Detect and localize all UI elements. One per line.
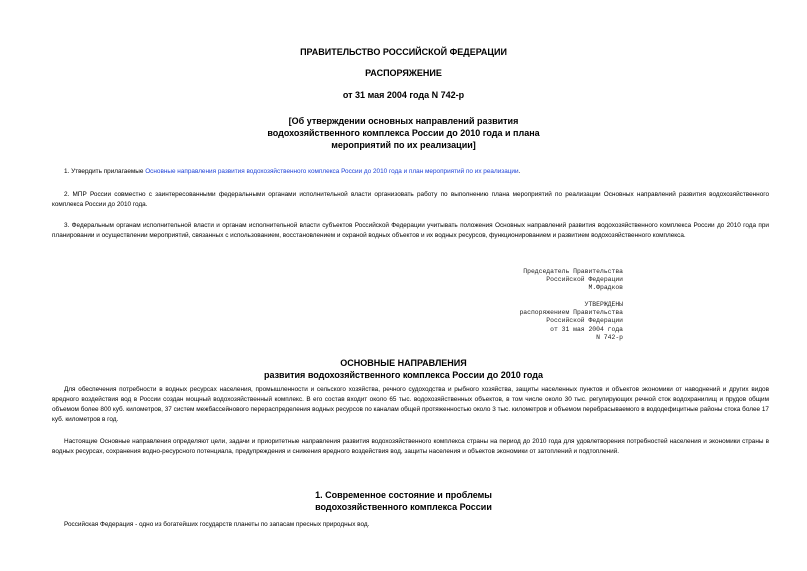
- main-paragraph-2: Настоящие Основные направления определяют цели, задачи и приоритетные направления развития водохозяйственного комплекса страны на период до 2010 года для удовлетворения потребностей населения и экономики страны в водных ресурсах, сохранения водно-ресурсного потенциала, предупреждения и снижения вредного воздействия вод, защиты населения и объектов экономики от затоплений и подтоплений.: [52, 438, 769, 455]
- signature-line: Российской Федерации: [546, 276, 623, 284]
- section-subtitle: развития водохозяйственного комплекса России до 2010 года: [263, 370, 544, 380]
- government-heading: ПРАВИТЕЛЬСТВО РОССИЙСКОЙ ФЕДЕРАЦИИ: [300, 47, 507, 57]
- section-title: ОСНОВНЫЕ НАПРАВЛЕНИЯ: [340, 358, 467, 368]
- document-title-line: мероприятий по их реализации]: [331, 140, 476, 150]
- chapter-paragraph-1: Российская Федерация - одно из богатейших государств планеты по запасам пресных природных вод.: [64, 521, 370, 528]
- chapter-subtitle: водохозяйственного комплекса России: [315, 502, 492, 512]
- approval-line: УТВЕРЖДЕНЫ: [584, 301, 623, 308]
- document-type: РАСПОРЯЖЕНИЕ: [365, 68, 442, 78]
- approved-directions-link[interactable]: Основные направления развития водохозяйственного комплекса России до 2010 года и план мероприятий по их реализации: [145, 168, 519, 175]
- approval-line: распоряжением Правительства: [519, 309, 623, 317]
- signature-line: Председатель Правительства: [523, 268, 623, 275]
- paragraph-item-1: [52, 167, 769, 177]
- chapter-title: 1. Современное состояние и проблемы: [315, 490, 492, 500]
- document-title-line: [Об утверждении основных направлений развития: [288, 116, 519, 126]
- paragraph-item-1-prefix: 1. Утвердить прилагаемые: [64, 168, 146, 175]
- signature-name: М.Фрадков: [588, 284, 623, 292]
- approval-line: от 31 мая 2004 года: [550, 325, 623, 333]
- approval-line: Российской Федерации: [546, 317, 623, 325]
- paragraph-item-3: 3. Федеральным органам исполнительной власти и органам исполнительной власти субъектов Российской Федерации учитывать положения Основных направлений развития водохозяйственного комплекса России до 2010 года при планировании и осуществлении мероприятий, связанных с использованием, восстановлением и охраной водных объектов и их водных ресурсов, функционированием и развитием водохозяйственного комплекса.: [52, 222, 769, 239]
- document-date: от 31 мая 2004 года N 742-р: [342, 90, 465, 100]
- approval-stamp: [519, 301, 623, 342]
- paragraph-item-1-suffix: .: [518, 168, 521, 175]
- main-paragraph-1: Для обеспечения потребности в водных ресурсах населения, промышленности и сельского хозяйства, речного судоходства и рыбного хозяйства, защиты населенных пунктов и объектов экономики от наводнений и других видов вредного воздействия вод в России создан мощный водохозяйственный комплекс. В его состав входит около 65 тыс. водохозяйственных объектов, в том числе около 30 тыс. регулирующих речной сток водохранилищ и прудов общим объемом более 800 куб. километров, 37 систем межбассейнового перераспределения водных ресурсов по каналам общей протяженностью около 3 тыс. километров и объемом перебрасываемого в вододефицитные районы стока более 17 куб. километров в год.: [52, 386, 769, 423]
- document-title-line: водохозяйственного комплекса России до 2010 года и плана: [267, 128, 540, 138]
- signature-block: [523, 268, 623, 293]
- paragraph-item-2: 2. МПР России совместно с заинтересованными федеральными органами исполнительной власти организовать работу по выполнению плана мероприятий по реализации Основных направлений развития водохозяйственного комплекса России до 2010 года.: [52, 191, 769, 208]
- approval-line: N 742-р: [596, 333, 623, 341]
